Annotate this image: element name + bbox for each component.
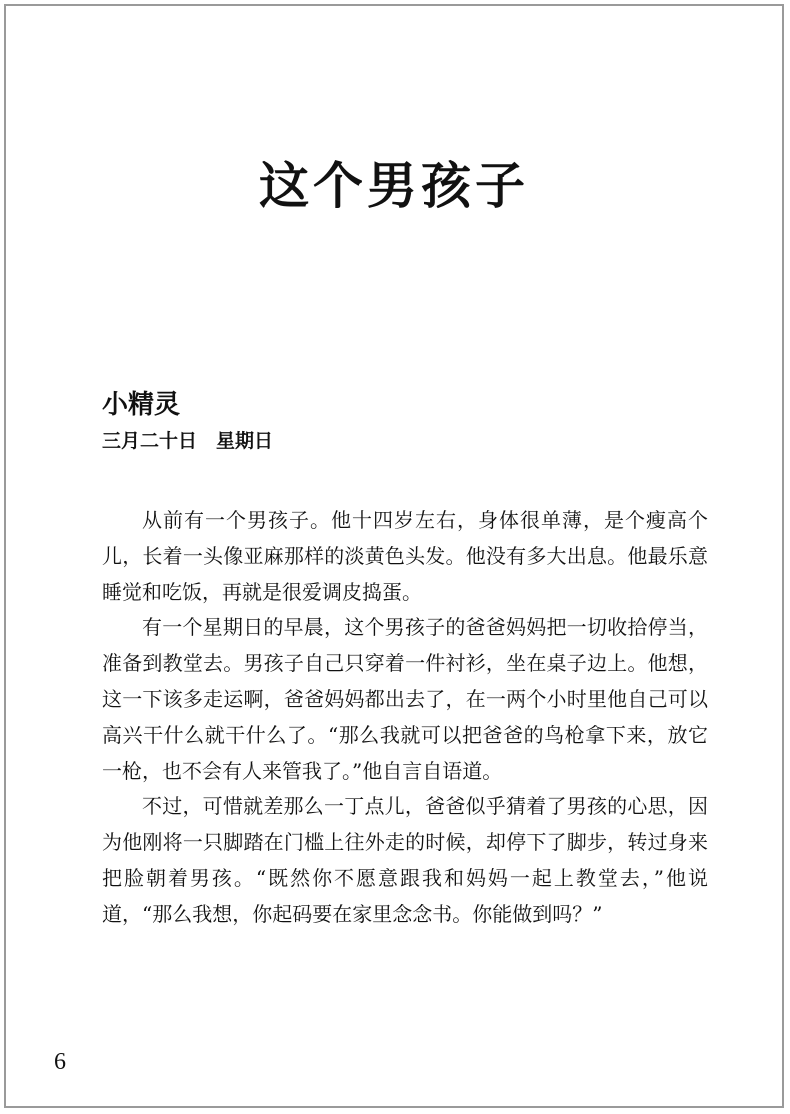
- section-date: 三月二十日 星期日: [102, 430, 274, 452]
- paragraph: 不过，可惜就差那么一丁点儿，爸爸似乎猜着了男孩的心思，因为他刚将一只脚踏在门槛上往外走的时候，却停下了脚步，转过身来把脸朝着男孩。“既然你不愿意跟我和妈妈一起上教堂去，”他说道，“那么我想，你起码要在家里念念书。你能做到吗？”: [102, 794, 708, 926]
- book-page: [4, 4, 784, 1108]
- page-number: 6: [54, 1049, 66, 1075]
- chapter-title: 这个男孩子: [259, 156, 529, 215]
- body-text: [102, 503, 708, 933]
- paragraph: 有一个星期日的早晨，这个男孩子的爸爸妈妈把一切收拾停当，准备到教堂去。男孩子自己只穿着一件衬衫，坐在桌子边上。他想，这一下该多走运啊，爸爸妈妈都出去了，在一两个小时里他自己可以高兴干什么就干什么了。“那么我就可以把爸爸的鸟枪拿下来，放它一枪，也不会有人来管我了。”他自言自语道。: [102, 615, 708, 783]
- section-title: 小精灵: [102, 390, 181, 420]
- paragraph: 从前有一个男孩子。他十四岁左右，身体很单薄，是个瘦高个儿，长着一头像亚麻那样的淡黄色头发。他没有多大出息。他最乐意睡觉和吃饭，再就是很爱调皮捣蛋。: [102, 508, 708, 604]
